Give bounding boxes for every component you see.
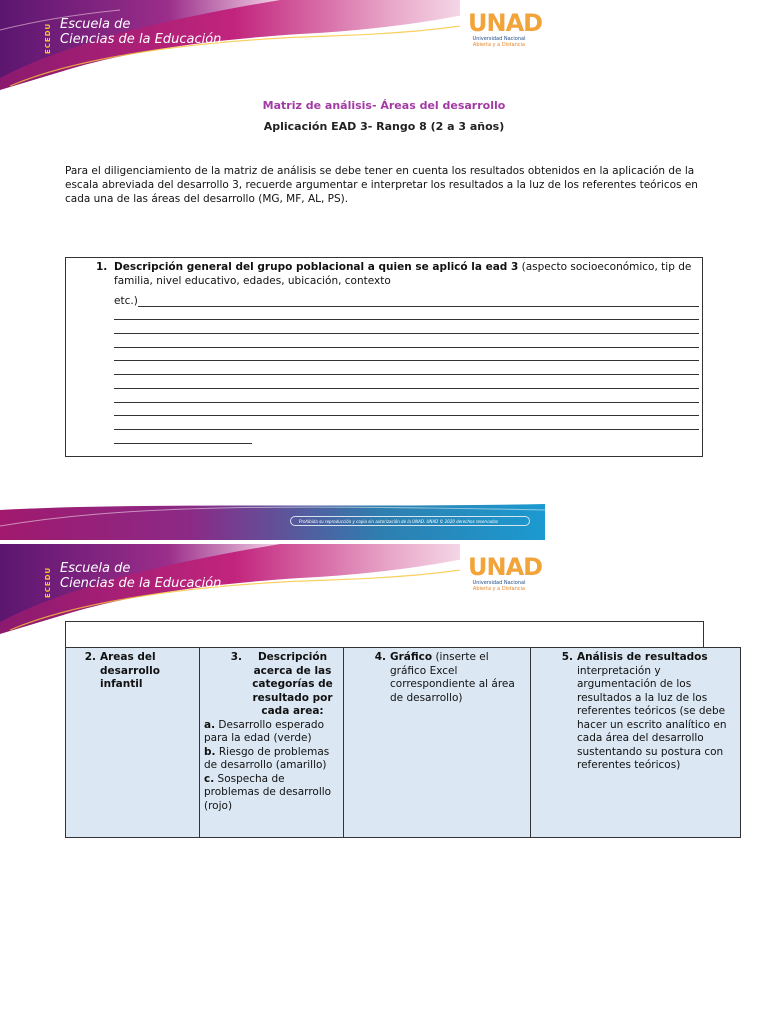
question1-bold: Descripción general del grupo poblacional a quien se aplicó la ead 3 — [114, 261, 519, 273]
category-a — [204, 719, 339, 746]
unad-logo-sub1: Universidad Nacional — [472, 36, 526, 42]
col2-label: Areas del desarrollo infantil — [100, 651, 160, 690]
school-name-2-line2: Ciencias de la Educación — [60, 576, 222, 591]
matrix-table — [65, 647, 741, 838]
col5-label: Análisis de resultados — [577, 651, 708, 663]
unad-logo — [468, 9, 543, 48]
copyright-notice: Prohibida su reproducción y copia sin autorización de la UNAD. UNAD © 2020 derechos reservados — [290, 516, 530, 526]
unad-logo-text: UNAD — [468, 9, 543, 37]
cell-areas[interactable] — [66, 648, 200, 838]
question1-text — [114, 261, 699, 288]
analysis-matrix — [65, 621, 727, 838]
category-c-key: c. — [204, 772, 215, 785]
unad-logo-2-text: UNAD — [468, 553, 543, 581]
ecedu-label: ECEDU — [44, 22, 52, 54]
school-name-2 — [60, 561, 221, 591]
cell-grafico[interactable] — [344, 648, 531, 838]
table-row — [66, 648, 741, 838]
answer-line-4 — [114, 334, 699, 348]
school-name-2-line1: Escuela de — [60, 561, 131, 576]
answer-line-10 — [114, 416, 699, 430]
answer-line-9 — [114, 403, 699, 417]
document-title: Matriz de análisis- Áreas del desarrollo — [262, 99, 506, 112]
unad-logo-2-sub2: Abierta y a Distancia — [472, 586, 526, 592]
category-b — [204, 746, 339, 773]
document-subtitle: Aplicación EAD 3- Rango 8 (2 a 3 años) — [263, 120, 505, 133]
question1-box — [65, 257, 703, 457]
unad-logo-2 — [468, 553, 543, 592]
answer-line-7 — [114, 375, 699, 389]
cell-analisis[interactable] — [531, 648, 741, 838]
col4-label: Gráfico — [390, 651, 433, 663]
col3-number: 3. — [230, 651, 242, 663]
unad-logo-sub2: Abierta y a Distancia — [472, 42, 526, 48]
answer-line-6 — [114, 361, 699, 375]
category-b-key: b. — [204, 745, 216, 758]
answer-line-5 — [114, 348, 699, 362]
question1-rest: (aspecto socioeconómico, tip de familia, nivel educativo, edades, ubicación, contexto — [114, 261, 692, 287]
intro-paragraph: Para el diligenciamiento de la matriz de análisis se debe tener en cuenta los resultados obtenidos en la aplicación de la escala abreviada del desarrollo 3, recuerde argumentar e interpretar los resultados a la luz de los referentes teóricos en cada una de las áreas del desarrollo (MG, MF, AL, PS). — [65, 165, 698, 205]
col4-rest: (inserte el gráfico Excel correspondiente al área de desarrollo) — [390, 651, 515, 704]
header-banner — [0, 0, 545, 90]
col5-number: 5. — [561, 651, 573, 663]
matrix-top-row[interactable] — [65, 621, 704, 647]
answer-line-11 — [114, 430, 252, 444]
col5-rest: interpretación y argumentación de los resultados a la luz de los referentes teóricos (se debe hacer un escrito analítico en cada área del desarrollo sustentando su postura con referentes teóricos) — [577, 664, 727, 771]
answer-line-8 — [114, 389, 699, 403]
category-c-text: Sospecha de problemas de desarrollo (rojo) — [204, 772, 332, 812]
unad-logo-2-sub1: Universidad Nacional — [472, 580, 526, 586]
category-c — [204, 773, 339, 814]
answer-line-3 — [114, 320, 699, 334]
answer-lines[interactable] — [114, 294, 699, 444]
question1-etc: etc.) — [114, 294, 138, 307]
category-b-text: Riesgo de problemas de desarrollo (amarillo) — [204, 745, 330, 771]
category-a-text: Desarrollo esperado para la edad (verde) — [204, 718, 325, 744]
col4-number: 4. — [374, 651, 386, 663]
school-name — [60, 17, 221, 47]
ecedu-label-2: ECEDU — [44, 566, 52, 598]
question1-number: 1. — [96, 261, 108, 273]
answer-line-2 — [114, 307, 699, 321]
page-footer-strip — [0, 496, 545, 544]
col2-number: 2. — [84, 651, 96, 663]
school-name-line2: Ciencias de la Educación — [60, 32, 222, 47]
answer-line-1 — [114, 294, 699, 307]
school-name-line1: Escuela de — [60, 17, 131, 32]
col3-label: Descripción acerca de las categorías de resultado por cada area: — [252, 651, 333, 717]
cell-descripcion[interactable] — [200, 648, 344, 838]
category-a-key: a. — [204, 718, 216, 731]
